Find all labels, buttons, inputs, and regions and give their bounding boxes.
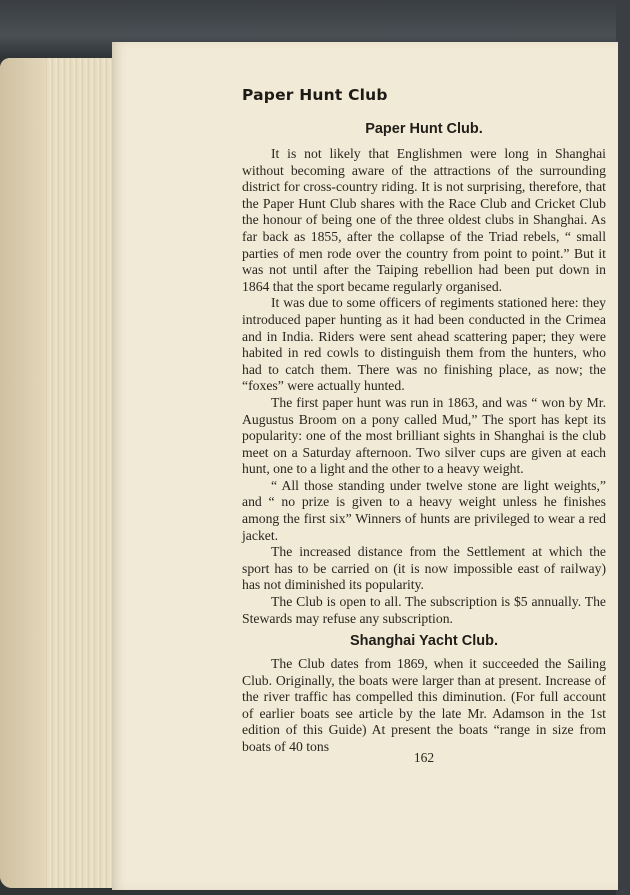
section-body-paper-hunt [242, 146, 606, 627]
book-cover-right [616, 0, 630, 895]
paragraph: The first paper hunt was run in 1863, and was “ won by Mr. Augustus Broom on a pony called Mud,” The sport has kept its popularity: one of the most brilliant sights in Shanghai is the club meet on a Saturday afternoon. Two silver cups are given at each hunt, one to a light and the other to a heavy weight. [242, 394, 606, 477]
page-edges-shadow [0, 58, 46, 888]
paragraph: The Club dates from 1869, when it succeeded the Sailing Club. Originally, the boats were larger than at present. Increase of the river traffic has compelled this diminution. (For full account of earlier boats see article by the late Mr. Adamson in the 1st edition of this Guide) At present the boats “range in size from boats of 40 tons [242, 656, 606, 754]
paragraph: It is not likely that Englishmen were long in Shanghai without becoming aware of the attractions of the surrounding district for cross-country riding. It is not surprising, therefore, that the Paper Hunt Club shares with the Race Club and Cricket Club the honour of being one of the three oldest clubs in Shanghai. As far back as 1855, after the collapse of the Triad rebels, “ small parties of men rode over the country from point to point.” But it was not until after the Taiping rebellion had been put down in 1864 that the sport became regularly organised. [242, 146, 606, 294]
paragraph: “ All those standing under twelve stone are light weights,” and “ no prize is given to a heavy weight unless he finishes among the first six” Winners of hunts are privileged to wear a red jacket. [242, 477, 606, 543]
running-head: Paper Hunt Club [242, 86, 388, 104]
page-number: 162 [413, 750, 435, 765]
section-title-yacht-club: Shanghai Yacht Club. [350, 633, 498, 649]
paragraph: The increased distance from the Settlement at which the sport has to be carried on (it is now impossible east of railway) has not diminished its popularity. [242, 544, 606, 593]
paragraph: The Club is open to all. The subscription is $5 annually. The Stewards may refuse any subscription. [242, 594, 606, 626]
paragraph: It was due to some officers of regiments stationed here: they introduced paper hunting as it had been conducted in the Crimea and in India. Riders were sent ahead scattering paper; they were habited in red cowls to distinguish them from the hunters, who had to catch them. There was no finishing place, as now; the “foxes” were actually hunted. [242, 295, 606, 394]
section-body-yacht-club [242, 656, 606, 756]
section-title-paper-hunt: Paper Hunt Club. [365, 121, 483, 137]
